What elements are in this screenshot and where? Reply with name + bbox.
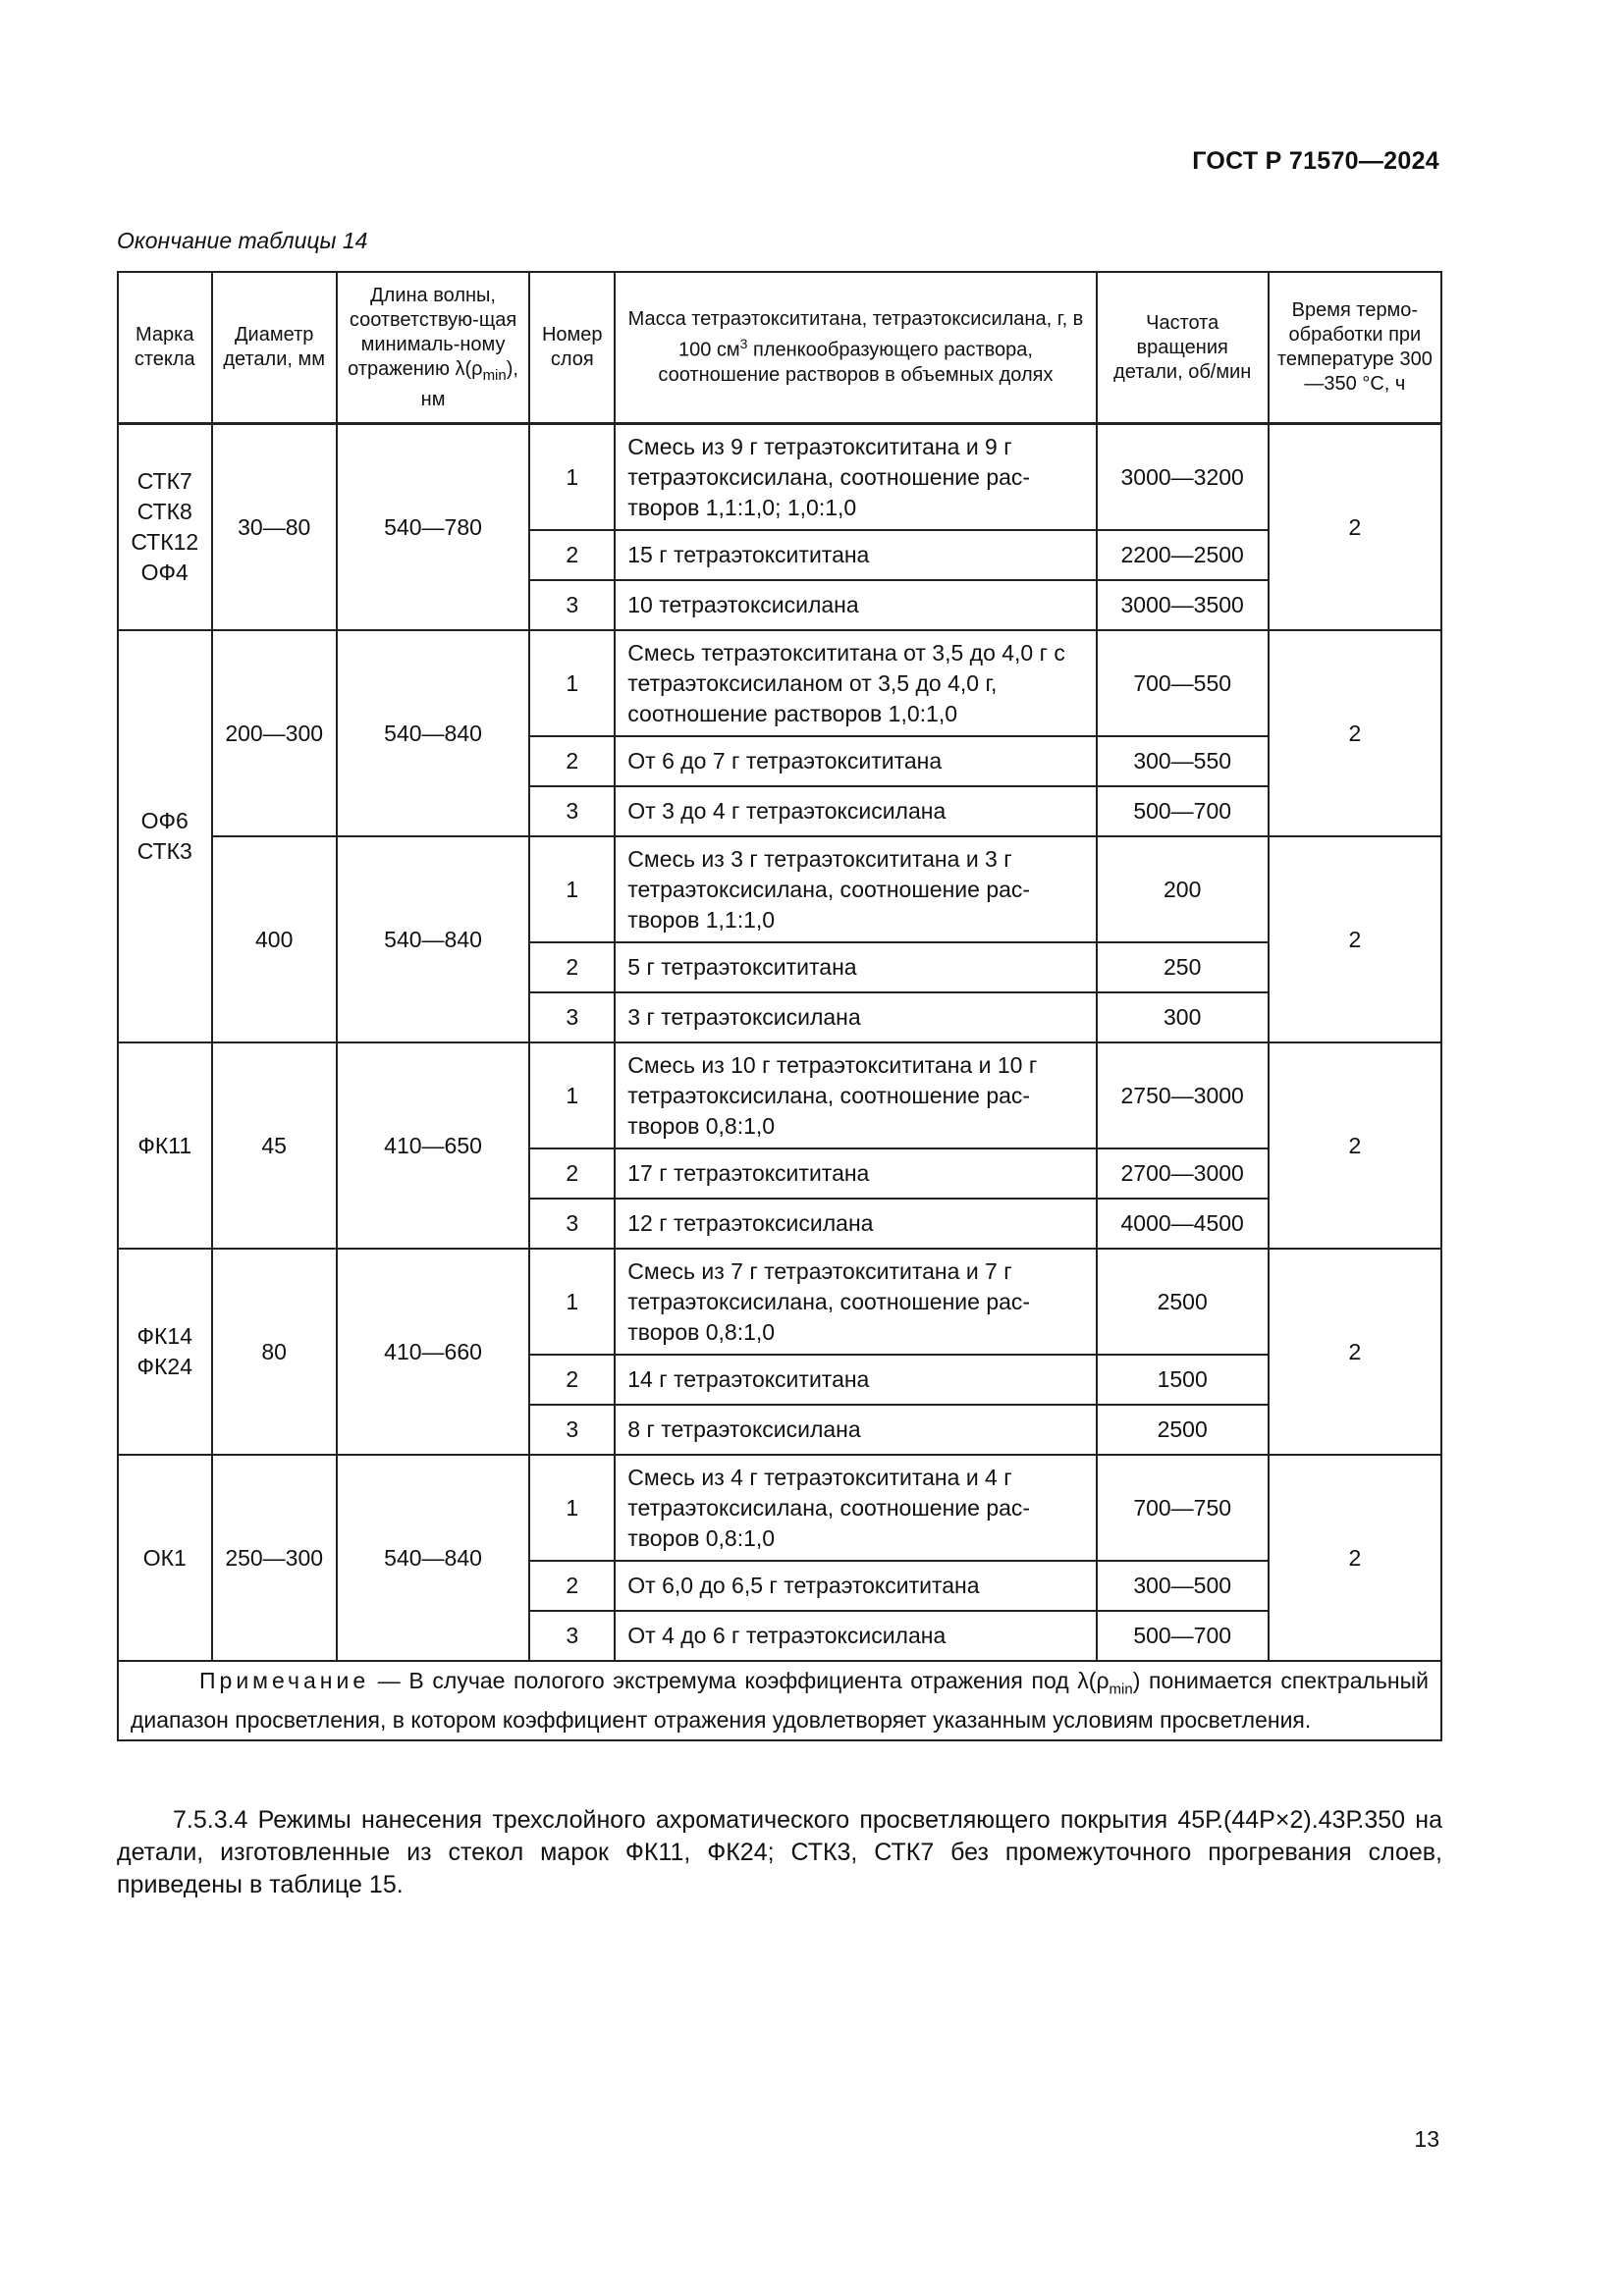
diameter-cell: 200—300	[212, 630, 337, 836]
col-header-time: Время термо-обработки при температуре 300—350 °С, ч	[1269, 272, 1441, 424]
mix-cell: 10 тетраэтоксисилана	[615, 580, 1096, 630]
speed-cell: 500—700	[1097, 786, 1269, 836]
wavelength-cell: 410—650	[337, 1042, 529, 1249]
layer-cell: 2	[529, 736, 615, 786]
col-header-wavelength: Длина волны, соответствую-щая минималь-ному отражению $\lambda(\rho_{min})$, нм	[337, 272, 529, 424]
table-row	[118, 424, 1441, 531]
layer-cell: 3	[529, 786, 615, 836]
col-header-mass: Масса тетраэтоксититана, тетраэтоксисилана, г, в 100 $см^3$ пленкообразующего раствора, соотношение растворов в объемных долях	[615, 272, 1096, 424]
note-label: Примечание	[199, 1668, 370, 1693]
layer-cell: 1	[529, 1455, 615, 1561]
grade-cell: ОК1	[118, 1455, 212, 1661]
speed-cell: 2500	[1097, 1405, 1269, 1455]
mix-cell: Смесь из 9 г тетраэтоксититана и 9 г тетраэтоксисилана, соотношение рас-творов 1,1:1,0; 1,0:1,0	[615, 424, 1096, 531]
diameter-cell: 400	[212, 836, 337, 1042]
page-number: 13	[1414, 2126, 1439, 2152]
time-cell: 2	[1269, 836, 1441, 1042]
mix-cell: От 6,0 до 6,5 г тетраэтоксититана	[615, 1561, 1096, 1611]
mix-cell: Смесь тетраэтоксититана от 3,5 до 4,0 г с тетраэтоксисиланом от 3,5 до 4,0 г, соотношение растворов 1,0:1,0	[615, 630, 1096, 736]
speed-cell: 4000—4500	[1097, 1199, 1269, 1249]
col-header-diameter: Диаметр детали, мм	[212, 272, 337, 424]
wavelength-cell: 410—660	[337, 1249, 529, 1455]
speed-cell: 1500	[1097, 1355, 1269, 1405]
layer-cell: 2	[529, 1148, 615, 1199]
mix-cell: 3 г тетраэтоксисилана	[615, 992, 1096, 1042]
diameter-cell: 45	[212, 1042, 337, 1249]
note-row	[118, 1661, 1441, 1740]
layer-cell: 1	[529, 836, 615, 942]
mix-cell: От 3 до 4 г тетраэтоксисилана	[615, 786, 1096, 836]
layer-cell: 3	[529, 1199, 615, 1249]
layer-cell: 3	[529, 1611, 615, 1661]
coating-modes-table	[117, 271, 1442, 1741]
speed-cell: 3000—3500	[1097, 580, 1269, 630]
layer-cell: 2	[529, 1561, 615, 1611]
layer-cell: 2	[529, 530, 615, 580]
speed-cell: 500—700	[1097, 1611, 1269, 1661]
layer-cell: 1	[529, 630, 615, 736]
grade-cell: ФК11	[118, 1042, 212, 1249]
time-cell: 2	[1269, 630, 1441, 836]
col-header-layer: Номер слоя	[529, 272, 615, 424]
speed-cell: 2700—3000	[1097, 1148, 1269, 1199]
table-note: Примечание — В случае пологого экстремума коэффициента отражения под $\lambda(\rho_{min})$ понимается спектральный диапазон просветления, в котором коэффициент отражения удовлетворяет указанным условиям просветления.	[118, 1661, 1441, 1740]
speed-cell: 200	[1097, 836, 1269, 942]
time-cell: 2	[1269, 424, 1441, 631]
time-cell: 2	[1269, 1042, 1441, 1249]
diameter-cell: 80	[212, 1249, 337, 1455]
diameter-cell: 30—80	[212, 424, 337, 631]
mix-cell: Смесь из 7 г тетраэтоксититана и 7 г тетраэтоксисилана, соотношение рас-творов 0,8:1,0	[615, 1249, 1096, 1355]
mix-cell: 5 г тетраэтоксититана	[615, 942, 1096, 992]
table-row	[118, 1042, 1441, 1148]
mix-cell: 17 г тетраэтоксититана	[615, 1148, 1096, 1199]
layer-cell: 2	[529, 942, 615, 992]
mix-cell: Смесь из 3 г тетраэтоксититана и 3 г тетраэтоксисилана, соотношение рас-творов 1,1:1,0	[615, 836, 1096, 942]
wavelength-cell: 540—840	[337, 630, 529, 836]
standard-code: ГОСТ Р 71570—2024	[1192, 147, 1439, 175]
table-row	[118, 836, 1441, 942]
layer-cell: 2	[529, 1355, 615, 1405]
wavelength-cell: 540—840	[337, 1455, 529, 1661]
speed-cell: 2750—3000	[1097, 1042, 1269, 1148]
table-row	[118, 630, 1441, 736]
speed-cell: 700—750	[1097, 1455, 1269, 1561]
layer-cell: 1	[529, 1249, 615, 1355]
grade-cell: СТК7 СТК8 СТК12 ОФ4	[118, 424, 212, 631]
col-header-grade: Марка стекла	[118, 272, 212, 424]
table-row	[118, 1249, 1441, 1355]
speed-cell: 250	[1097, 942, 1269, 992]
time-cell: 2	[1269, 1455, 1441, 1661]
layer-cell: 1	[529, 424, 615, 531]
grade-cell: ОФ6 СТК3	[118, 630, 212, 1042]
table-caption: Окончание таблицы 14	[117, 228, 368, 253]
mix-cell: От 6 до 7 г тетраэтоксититана	[615, 736, 1096, 786]
speed-cell: 3000—3200	[1097, 424, 1269, 531]
mix-cell: 8 г тетраэтоксисилана	[615, 1405, 1096, 1455]
mix-cell: 15 г тетраэтоксититана	[615, 530, 1096, 580]
grade-cell: ФК14 ФК24	[118, 1249, 212, 1455]
time-cell: 2	[1269, 1249, 1441, 1455]
speed-cell: 300—500	[1097, 1561, 1269, 1611]
speed-cell: 700—550	[1097, 630, 1269, 736]
speed-cell: 2200—2500	[1097, 530, 1269, 580]
layer-cell: 3	[529, 1405, 615, 1455]
col-header-speed: Частота вращения детали, об/мин	[1097, 272, 1269, 424]
mix-cell: Смесь из 10 г тетраэтоксититана и 10 г тетраэтоксисилана, соотношение рас-творов 0,8:1,0	[615, 1042, 1096, 1148]
wavelength-cell: 540—780	[337, 424, 529, 631]
layer-cell: 3	[529, 992, 615, 1042]
layer-cell: 1	[529, 1042, 615, 1148]
speed-cell: 300—550	[1097, 736, 1269, 786]
table-row	[118, 1455, 1441, 1561]
speed-cell: 2500	[1097, 1249, 1269, 1355]
speed-cell: 300	[1097, 992, 1269, 1042]
diameter-cell: 250—300	[212, 1455, 337, 1661]
mix-cell: 14 г тетраэтоксититана	[615, 1355, 1096, 1405]
mix-cell: 12 г тетраэтоксисилана	[615, 1199, 1096, 1249]
mix-cell: Смесь из 4 г тетраэтоксититана и 4 г тетраэтоксисилана, соотношение рас-творов 0,8:1,0	[615, 1455, 1096, 1561]
layer-cell: 3	[529, 580, 615, 630]
body-paragraph: 7.5.3.4 Режимы нанесения трехслойного ахроматического просветляющего покрытия 45Р.(44Р×2).43Р.350 на детали, изготовленные из стекол марок ФК11, ФК24; СТК3, СТК7 без промежуточного прогревания слоев, приведены в таблице 15.	[117, 1806, 1442, 1898]
table-header-row	[118, 272, 1441, 424]
mix-cell: От 4 до 6 г тетраэтоксисилана	[615, 1611, 1096, 1661]
wavelength-cell: 540—840	[337, 836, 529, 1042]
